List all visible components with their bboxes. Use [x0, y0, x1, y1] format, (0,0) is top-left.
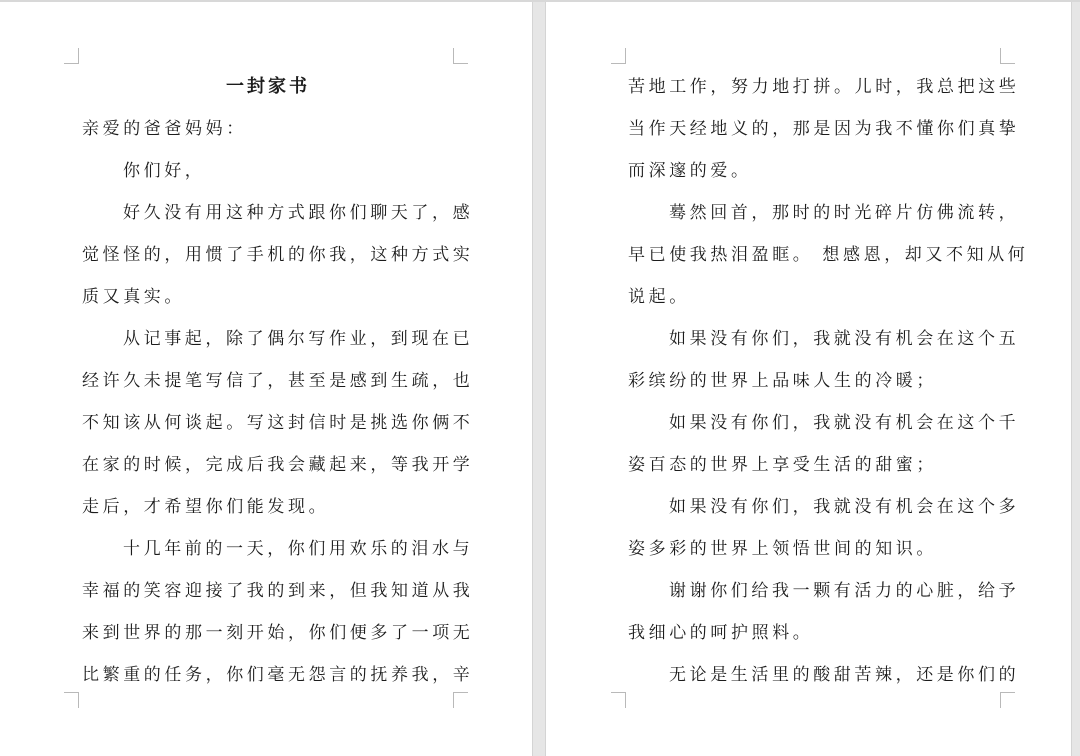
page-1-body[interactable]: [82, 66, 474, 696]
text-line: 姿多彩的世界上领悟世间的知识。: [628, 539, 937, 559]
text-line: 苦地工作，努力地打拼。儿时，我总把这些: [628, 77, 1020, 97]
page-1[interactable]: [0, 2, 533, 756]
margin-corner-mark-bottom-left: [64, 692, 79, 708]
text-line: 如果没有你们，我就没有机会在这个千: [669, 413, 1020, 433]
text-line: 如果没有你们，我就没有机会在这个五: [669, 329, 1020, 349]
text-line: 不知该从何谈起。写这封信时是挑选你俩不: [82, 413, 474, 433]
text-line: 你们好，: [123, 161, 206, 181]
text-line: 在家的时候，完成后我会藏起来，等我开学: [82, 455, 474, 475]
margin-corner-mark-bottom-left: [611, 692, 626, 708]
page-2-lines: [628, 66, 1029, 696]
page-2[interactable]: [545, 2, 1072, 756]
document-title: 一封家书: [226, 76, 310, 97]
text-line: 好久没有用这种方式跟你们聊天了，感: [123, 203, 474, 223]
text-line: 谢谢你们给我一颗有活力的心脏，给予: [669, 581, 1020, 601]
text-line: 十几年前的一天，你们用欢乐的泪水与: [123, 539, 474, 559]
text-line: 我细心的呵护照料。: [628, 623, 814, 643]
text-line: 蓦然回首，那时的时光碎片仿佛流转，: [669, 203, 1020, 223]
text-line: 如果没有你们，我就没有机会在这个多: [669, 497, 1020, 517]
text-line: 比繁重的任务，你们毫无怨言的抚养我，辛: [82, 665, 474, 685]
text-line: 亲爱的爸爸妈妈：: [82, 119, 247, 139]
text-line: 当作天经地义的，那是因为我不懂你们真挚: [628, 119, 1020, 139]
margin-corner-mark-top-left: [64, 48, 79, 64]
text-line: 来到世界的那一刻开始，你们便多了一项无: [82, 623, 474, 643]
text-line: 走后，才希望你们能发现。: [82, 497, 330, 517]
text-line: 从记事起，除了偶尔写作业，到现在已: [123, 329, 474, 349]
text-line: 质又真实。: [82, 287, 185, 307]
page-2-body[interactable]: [628, 66, 1029, 696]
page-1-lines: [82, 108, 474, 696]
text-line: 而深邃的爱。: [628, 161, 752, 181]
text-line: 经许久未提笔写信了，甚至是感到生疏，也: [82, 371, 474, 391]
text-line: 彩缤纷的世界上品味人生的冷暖；: [628, 371, 937, 391]
text-line: 觉怪怪的，用惯了手机的你我，这种方式实: [82, 245, 474, 265]
text-line: 姿百态的世界上享受生活的甜蜜；: [628, 455, 937, 475]
margin-corner-mark-top-right: [1000, 48, 1015, 64]
text-line: 无论是生活里的酸甜苦辣，还是你们的: [669, 665, 1020, 685]
text-line: 幸福的笑容迎接了我的到来，但我知道从我: [82, 581, 474, 601]
margin-corner-mark-top-right: [453, 48, 468, 64]
text-line: 说起。: [628, 287, 690, 307]
margin-corner-mark-top-left: [611, 48, 626, 64]
text-line: 早已使我热泪盈眶。 想感恩，却又不知从何: [628, 245, 1029, 265]
